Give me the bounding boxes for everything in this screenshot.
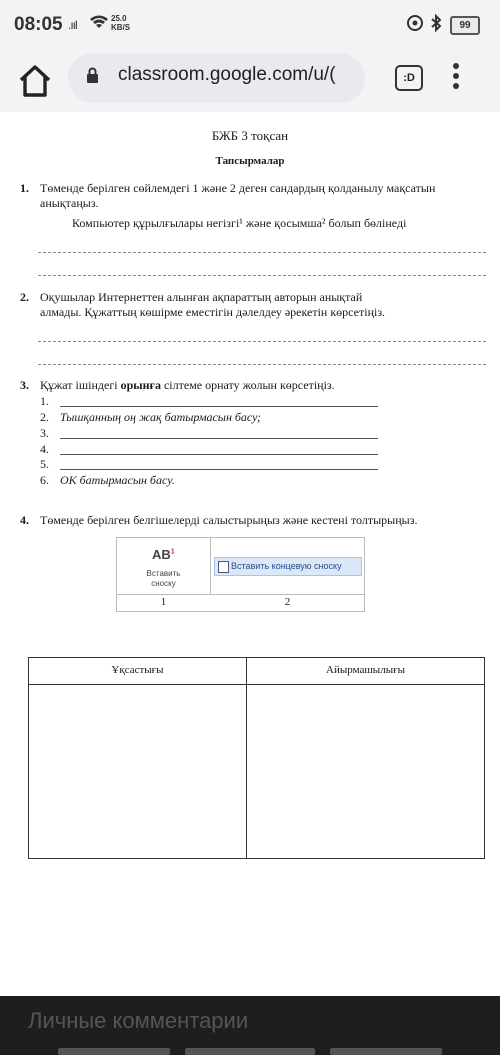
status-time: 08:05 [14,14,63,35]
alarm-icon [406,14,424,37]
network-speed: 25.0 KB/S [111,14,131,32]
battery-icon: 99 [450,16,480,35]
answer-line [60,469,378,470]
compare-header-difference: Айырмашылығы [326,664,405,676]
answer-line [38,252,486,253]
q4-number: 4. [20,513,29,527]
q4-text: Төменде берілген белгішелерді салыстырыңыз және кестені толтырыңыз. [40,513,418,527]
q1-number: 1. [20,181,29,195]
url-text[interactable]: classroom.google.com/u/( [118,64,336,85]
more-options-icon[interactable] [452,62,460,90]
q2-line1: Оқушылар Интернеттен алынған ақпараттың авторын анықтай [40,290,363,304]
answer-line [60,438,378,439]
answer-line [38,364,486,365]
private-comments-label[interactable]: Личные комментарии [28,1008,249,1033]
doc-subtitle: Тапсырмалар [215,155,285,167]
answer-line [38,275,486,276]
insert-endnote-button: Вставить концевую сноску [214,557,362,576]
table-divider [246,658,247,858]
q3-step-num: 2. [40,410,49,424]
col1-number: 1 [160,596,167,608]
insert-footnote-caption: Вставить сноску [146,569,181,588]
insert-footnote-cell [117,538,211,595]
home-icon[interactable] [15,64,55,98]
col2-number: 2 [284,596,291,608]
answer-line [60,406,378,407]
q2-number: 2. [20,290,29,304]
q1-text: Төменде берілген сөйлемдегі 1 және 2 деген сандардың қолданылу мақсатын анықтаңыз. [40,181,436,210]
q3-step-text: ОК батырмасын басу. [60,473,175,487]
signal-icon: .ııl [68,18,77,32]
difference-cell[interactable] [248,686,482,856]
answer-line [38,341,486,342]
answer-line [60,454,378,455]
nav-handle [58,1048,170,1055]
q2-line2: алмады. Құжаттың көшірме еместігін дәлелдеу әрекетін көрсетіңіз. [40,305,386,319]
endnote-icon [218,561,229,573]
icons-table [116,537,365,612]
q3-text: Құжат ішіндегі орынға сілтеме орнату жолын көрсетіңіз. [40,378,335,392]
compare-table [28,657,485,859]
q3-step-num: 3. [40,426,49,440]
lock-icon [86,67,99,83]
tab-switcher-button[interactable]: :D [395,65,423,91]
insert-endnote-cell [211,538,364,595]
bluetooth-icon [428,14,444,37]
q3-step-text: Тышқанның оң жақ батырмасын басу; [60,410,262,424]
q3-step-num: 6. [40,473,49,487]
q3-step-num: 5. [40,457,49,471]
wifi-icon [89,14,109,35]
q3-step-num: 1. [40,394,49,408]
q3-number: 3. [20,378,29,392]
compare-header-similarity: Ұқсастығы [111,664,164,676]
q3-step-num: 4. [40,442,49,456]
q1-sentence: Компьютер құрылғылары негізгі¹ және қосымша² болып бөлінеді [72,216,407,230]
similarity-cell[interactable] [30,686,245,856]
table-divider [29,684,484,685]
nav-handle [330,1048,442,1055]
doc-title: БЖБ 3 тоқсан [211,128,289,143]
nav-handle [185,1048,315,1055]
insert-footnote-icon: $AB^1$ [152,547,175,562]
